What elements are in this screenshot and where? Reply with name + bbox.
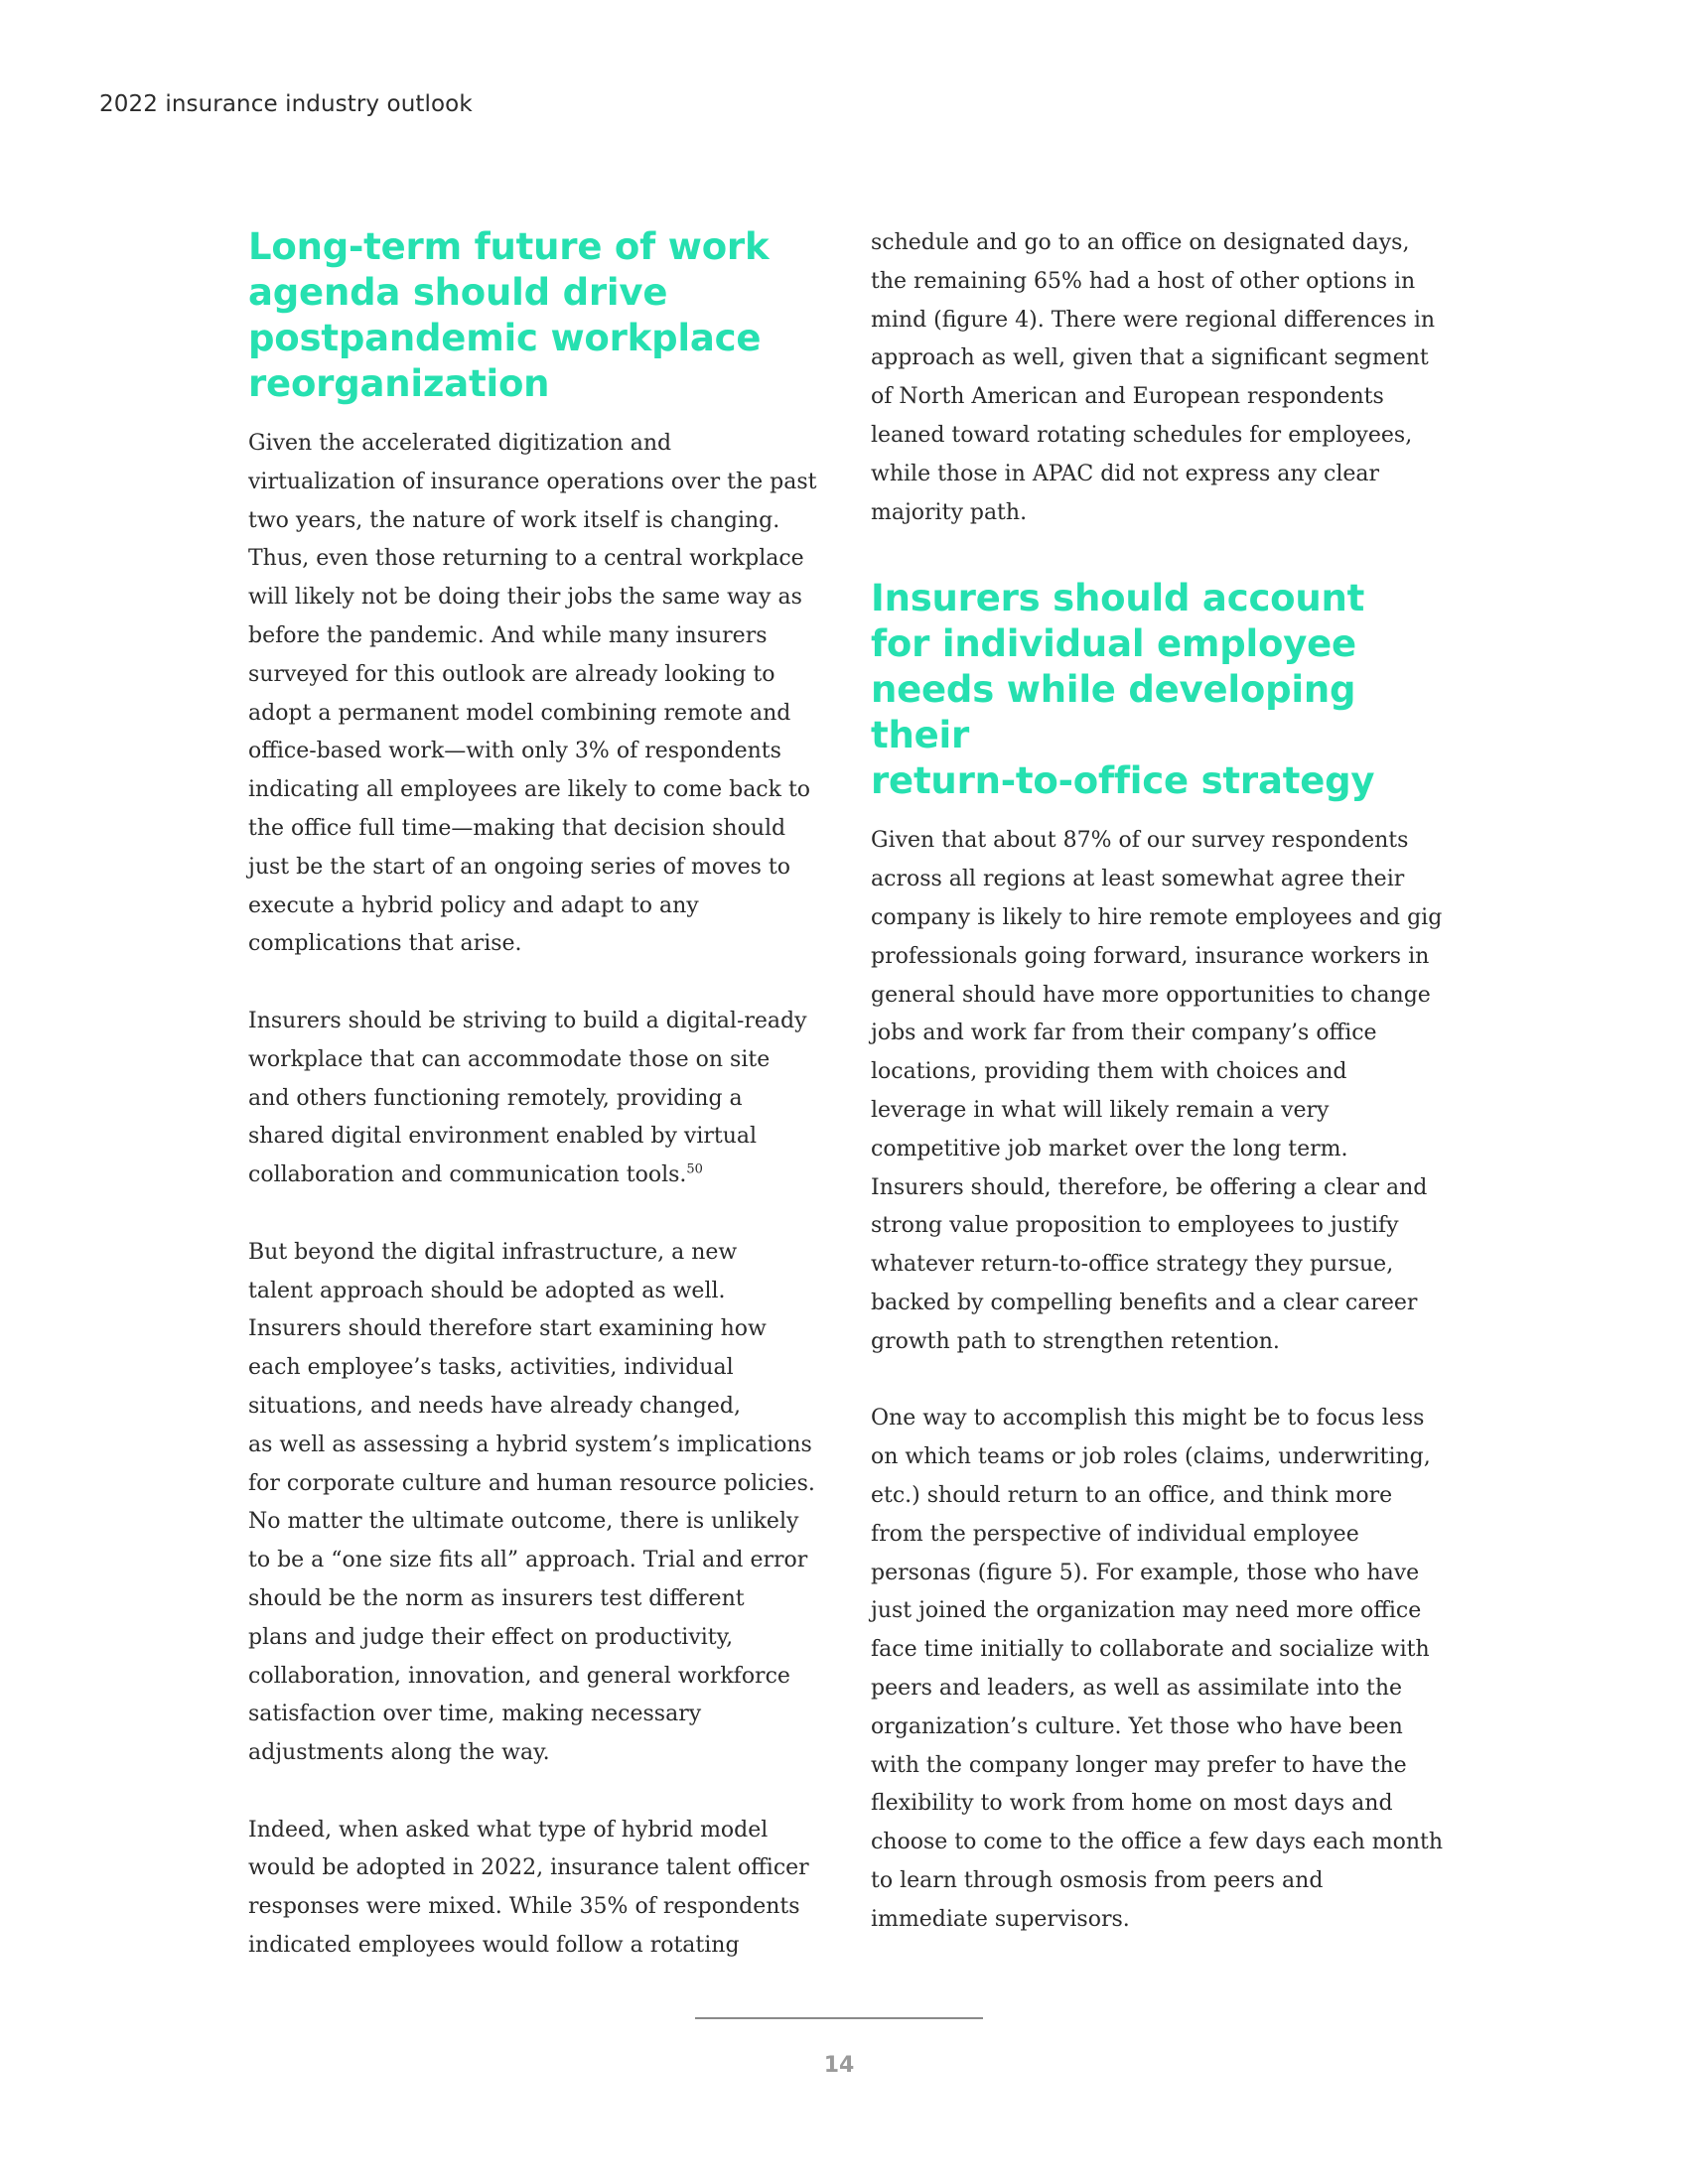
section-heading-future-of-work: Long-term future of work agenda should drive postpandemic workplace reorganization [248,225,770,405]
left-column [248,224,834,1966]
page-number: 14 [823,2053,855,2078]
body-paragraph: Given the accelerated digitization and virtualization of insurance operations over the past two years, the nature of work itself is changing. Thus, even those returning to a central workplace will likely not be doing their jobs the same way as before the pandemic. And while many insurers surveyed for this outlook are already looking to adopt a permanent model combining remote and office-based work—with only 3% of respondents indicating all employees are likely to come back to the office full time—making that decision should just be the start of an ongoing series of moves to execute a hybrid policy and adapt to any complications that arise. [248,431,817,957]
body-paragraph: Indeed, when asked what type of hybrid model would be adopted in 2022, insurance talent officer responses were mixed. While 35% of respondents indicated employees would follow a rotating [248,1817,809,1959]
right-column [871,224,1457,1939]
footnote-reference: 50 [686,1161,703,1177]
footer-divider [695,2017,983,2019]
running-header: 2022 insurance industry outlook [99,91,473,117]
body-paragraph: But beyond the digital infrastructure, a new talent approach should be adopted as well. Insurers should therefore start examining how each employee’s tasks, activities, individual situations, and needs have already changed, as well as assessing a hybrid system’s implications for corporate culture and human resource policies. No matter the ultimate outcome, there is unlikely to be a “one size fits all” approach. Trial and error should be the norm as insurers test different plans and judge their effect on productivity, collaboration, innovation, and general workforce satisfaction over time, making necessary adjustments along the way. [248,1239,815,1766]
body-paragraph-text: Insurers should be striving to build a digital-ready workplace that can accommodate those on site and others functioning remotely, providing a shared digital environment enabled by virtual collaboration and communication tools. [248,1008,807,1188]
body-paragraph: Given that about 87% of our survey respondents across all regions at least somewhat agree their company is likely to hire remote employees and gig professionals going forward, insurance workers in general should have more opportunities to change jobs and work far from their company’s office locations, providing them with choices and leverage in what will likely remain a very competitive job market over the long term. Insurers should, therefore, be offering a clear and strong value proposition to employees to justify whatever return-to-office strategy they pursue, backed by compelling benefits and a clear career growth path to strengthen retention. [871,828,1443,1354]
body-paragraph: One way to accomplish this might be to focus less on which teams or job roles (claims, underwriting, etc.) should return to an office, and think more from the perspective of individual employee personas (figure 5). For example, those who have just joined the organization may need more office face time initially to collaborate and socialize with peers and leaders, as well as assimilate into the organization’s culture. Yet those who have been with the company longer may prefer to have the flexibility to work from home on most days and choose to come to the office a few days each month to learn through osmosis from peers and immediate supervisors. [871,1406,1444,1932]
continued-paragraph: schedule and go to an office on designated days, the remaining 65% had a host of other options in mind (figure 4). There were regional differences in approach as well, given that a significant segment of North American and European respondents leaned toward rotating schedules for employees, while those in APAC did not express any clear majority path. [871,230,1436,525]
body-paragraph [248,1003,834,1195]
section-heading-individual-employee-needs: Insurers should account for individual employee needs while developing their return-to-office strategy [871,577,1375,803]
